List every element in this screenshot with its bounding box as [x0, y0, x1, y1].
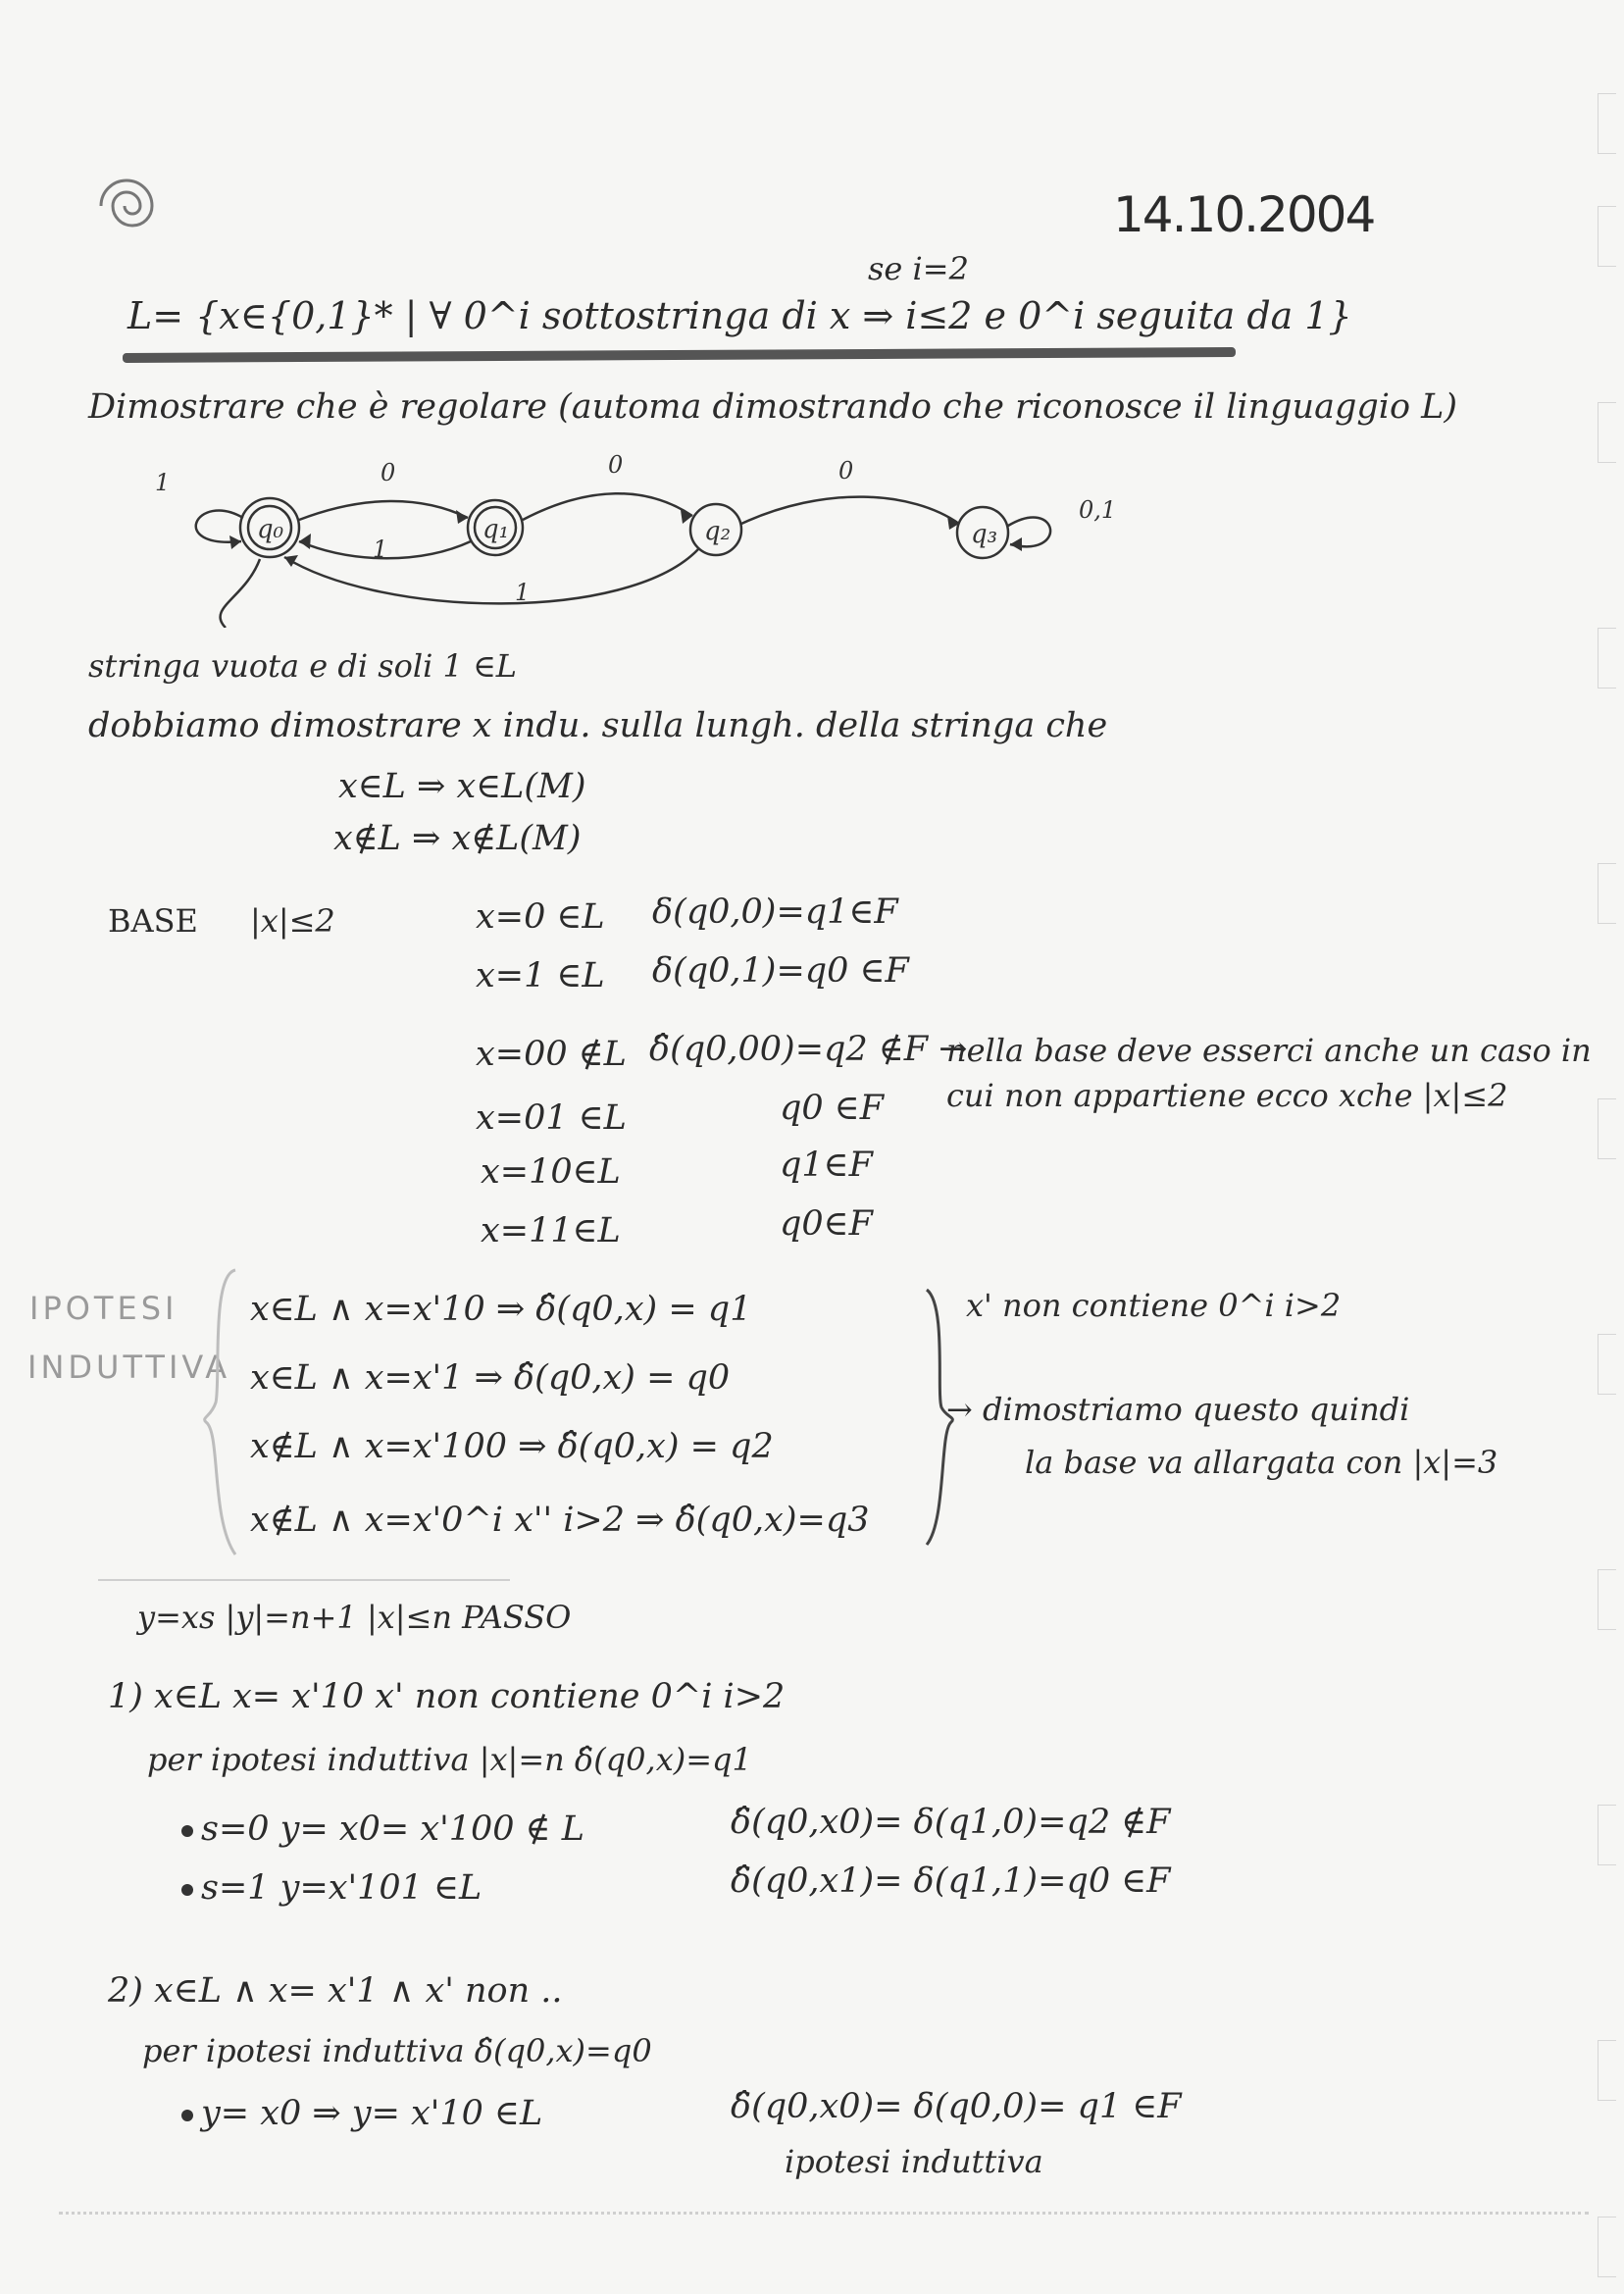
base-row-3-delta: δ̂(q0,00)=q2 ∉F →: [649, 1030, 968, 1069]
spiral-logo-icon: [93, 167, 172, 235]
separator-line: [98, 1579, 510, 1581]
edge-label-q1-q0: 1: [373, 535, 388, 563]
hypothesis-label-2: INDUTTIVA: [27, 1349, 231, 1386]
base-row-2-delta: δ(q0,1)=q0 ∈F: [652, 951, 909, 991]
case-2-hypothesis: per ipotesi induttiva δ̂(q0,x)=q0: [142, 2032, 652, 2069]
state-label-q1: q₁: [482, 515, 510, 544]
bullet: [181, 1825, 193, 1837]
base-row-4-delta: q0 ∈F: [780, 1089, 884, 1128]
base-row-1-x: x=0 ∈L: [476, 897, 605, 937]
hypothesis-label-1: IPOTESI: [29, 1290, 178, 1327]
case-1-s1-delta: δ̂(q0,x1)= δ(q1,1)=q0 ∈F: [731, 1861, 1171, 1901]
step-head: y=xs |y|=n+1 |x|≤n PASSO: [137, 1599, 572, 1636]
base-note-line-1: nella base deve esserci anche un caso in: [946, 1032, 1592, 1069]
case-1-s0-delta: δ̂(q0,x0)= δ(q1,0)=q2 ∉F: [731, 1803, 1171, 1842]
left-brace: [201, 1265, 240, 1559]
hypothesis-side-1: x' non contiene 0^i i>2: [966, 1287, 1342, 1324]
base-row-5-x: x=10∈L: [481, 1152, 621, 1192]
hypothesis-row-4: x∉L ∧ x=x'0^i x'' i>2 ⇒ δ̂(q0,x)=q3: [250, 1501, 870, 1540]
case-1-title: 1) x∈L x= x'10 x' non contiene 0^i i>2: [108, 1677, 786, 1716]
base-row-1-delta: δ(q0,0)=q1∈F: [652, 892, 898, 932]
base-row-6-x: x=11∈L: [481, 1211, 621, 1250]
base-row-5-delta: q1∈F: [780, 1146, 873, 1185]
edge-label-q0-self: 1: [155, 469, 171, 496]
edge-label-q1-q2: 0: [608, 451, 624, 479]
state-label-q2: q₂: [704, 517, 732, 546]
state-label-q3: q₃: [971, 520, 998, 549]
implication-2: x∉L ⇒ x∉L(M): [333, 819, 582, 858]
base-row-6-delta: q0∈F: [780, 1204, 873, 1244]
hypothesis-row-1: x∈L ∧ x=x'10 ⇒ δ̂(q0,x) = q1: [250, 1290, 752, 1329]
base-label: BASE: [108, 902, 198, 940]
automaton-diagram: [137, 451, 1216, 628]
case-2-delta: δ̂(q0,x0)= δ(q0,0)= q1 ∈F: [731, 2087, 1182, 2126]
base-row-4-x: x=01 ∈L: [476, 1098, 627, 1138]
case-1-hypothesis: per ipotesi induttiva |x|=n δ̂(q0,x)=q1: [147, 1741, 752, 1778]
edge-label-q3-self: 0,1: [1079, 496, 1117, 524]
case-2-y: y= x0 ⇒ y= x'10 ∈L: [201, 2094, 543, 2133]
page-date: 14.10.2004: [1113, 186, 1375, 243]
bullet: [181, 2110, 193, 2121]
hypothesis-row-2: x∈L ∧ x=x'1 ⇒ δ̂(q0,x) = q0: [250, 1358, 731, 1398]
hypothesis-side-3: la base va allargata con |x|=3: [1025, 1444, 1498, 1481]
proof-intro: dobbiamo dimostrare x indu. sulla lungh. della stringa che: [88, 706, 1108, 745]
case-2-note: ipotesi induttiva: [785, 2143, 1043, 2180]
state-label-q0: q₀: [257, 515, 284, 544]
base-row-3-x: x=00 ∉L: [476, 1035, 627, 1074]
task-statement: Dimostrare che è regolare (automa dimostrando che riconosce il linguaggio L): [88, 387, 1458, 427]
edge-label-q0-q1: 0: [381, 459, 396, 486]
case-1-s1: s=1 y=x'101 ∈L: [201, 1868, 482, 1908]
edge-label-q2-q0: 1: [515, 579, 531, 606]
bullet: [181, 1884, 193, 1896]
case-1-s0: s=0 y= x0= x'100 ∉ L: [201, 1810, 584, 1849]
implication-1: x∈L ⇒ x∈L(M): [338, 767, 586, 806]
automaton-note: stringa vuota e di soli 1 ∈L: [88, 647, 518, 685]
condition-note: se i=2: [868, 250, 969, 287]
hypothesis-side-2: → dimostriamo questo quindi: [946, 1391, 1410, 1428]
definition-underline: [123, 347, 1236, 363]
base-condition: |x|≤2: [250, 902, 335, 940]
base-row-2-x: x=1 ∈L: [476, 956, 605, 995]
hypothesis-row-3: x∉L ∧ x=x'100 ⇒ δ̂(q0,x) = q2: [250, 1427, 774, 1466]
base-note-line-2: cui non appartiene ecco xche |x|≤2: [946, 1077, 1508, 1114]
bottom-dotted-line: [59, 2212, 1589, 2215]
edge-label-q2-q3: 0: [838, 457, 854, 484]
language-definition: L= {x∈{0,1}* | ∀ 0^i sottostringa di x ⇒ i≤2 e 0^i seguita da 1}: [127, 294, 1352, 337]
case-2-title: 2) x∈L ∧ x= x'1 ∧ x' non ..: [108, 1971, 563, 2011]
